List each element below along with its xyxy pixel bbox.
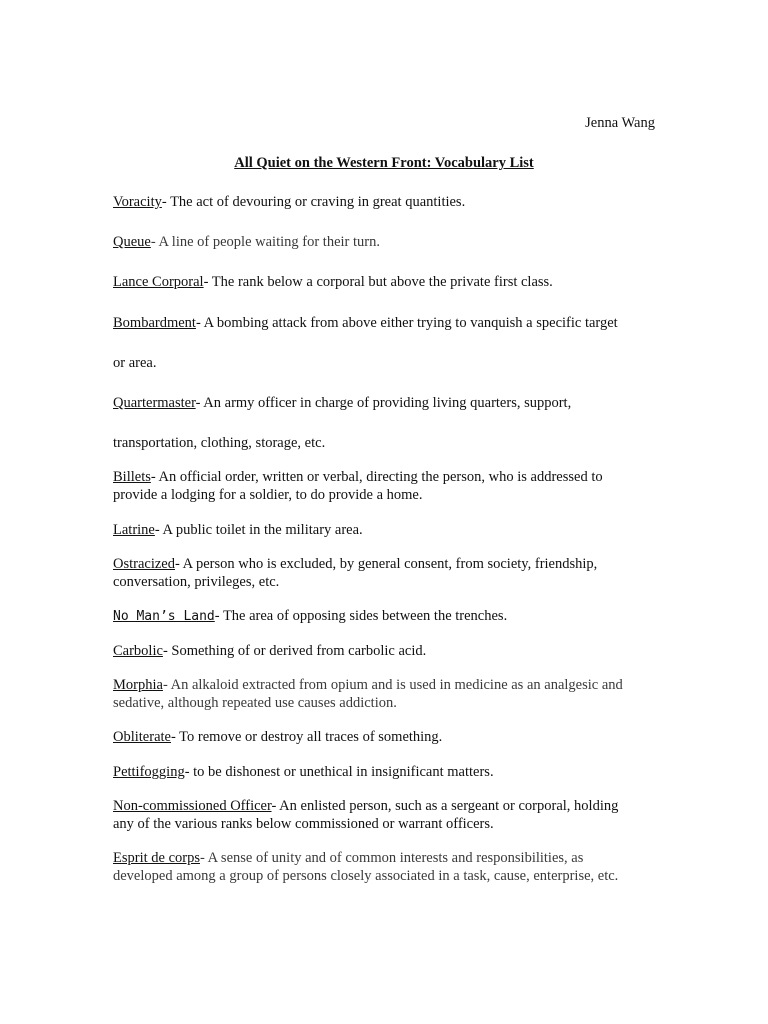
vocab-term: Lance Corporal <box>113 274 204 290</box>
vocab-definition: - The act of devouring or craving in great quantities. <box>161 194 466 210</box>
vocab-definition: - Something of or derived from carbolic acid. <box>162 643 427 659</box>
vocab-definition: - The rank below a corporal but above the private first class. <box>203 274 553 290</box>
vocab-entry-quartermaster <box>113 394 658 452</box>
vocab-entry-pettifogging <box>113 763 658 781</box>
vocab-term: Billets <box>113 469 151 485</box>
vocab-definition-continued: any of the various ranks below commissioned or warrant officers. <box>113 816 494 832</box>
author-name: Jenna Wang <box>585 115 655 131</box>
vocab-entry-voracity <box>113 193 658 211</box>
vocab-definition: - An enlisted person, such as a sergeant or corporal, holding <box>271 798 619 814</box>
vocab-term: Obliterate <box>113 729 171 745</box>
vocab-entry-ostracized <box>113 555 658 591</box>
vocab-definition: - A line of people waiting for their turn. <box>150 234 380 250</box>
vocab-definition: - A sense of unity and of common interests and responsibilities, as <box>199 850 584 866</box>
vocab-entry-esprit-de-corps <box>113 849 673 885</box>
vocab-definition: - A public toilet in the military area. <box>154 522 363 538</box>
vocab-term: Ostracized <box>113 556 175 572</box>
vocab-entry-morphia <box>113 676 658 712</box>
vocab-definition: - A person who is excluded, by general consent, from society, friendship, <box>175 556 598 572</box>
vocab-entry-no-mans-land <box>113 607 658 626</box>
vocab-term: Latrine <box>113 522 155 538</box>
vocab-term: Esprit de corps <box>113 850 200 866</box>
vocab-entry-obliterate <box>113 728 658 746</box>
vocab-term: Carbolic <box>113 643 163 659</box>
vocab-definition: - An army officer in charge of providing living quarters, support, <box>195 395 572 411</box>
vocab-term: No Man’s Land <box>113 609 215 624</box>
vocab-definition: - A bombing attack from above either trying to vanquish a specific target <box>195 315 618 331</box>
vocab-term: Queue <box>113 234 151 250</box>
vocab-term: Voracity <box>113 194 162 210</box>
vocab-entry-carbolic <box>113 642 658 660</box>
vocab-definition-continued: sedative, although repeated use causes addiction. <box>113 695 397 711</box>
vocab-entry-bombardment <box>113 314 658 372</box>
vocab-definition-continued: developed among a group of persons closely associated in a task, cause, enterprise, etc. <box>113 868 619 884</box>
vocab-entry-queue <box>113 233 658 251</box>
vocab-definition-continued: or area. <box>113 355 157 371</box>
vocab-term: Morphia <box>113 677 163 693</box>
vocab-term: Bombardment <box>113 315 196 331</box>
vocab-term: Quartermaster <box>113 395 196 411</box>
vocab-term: Pettifogging <box>113 764 185 780</box>
vocab-definition-continued: conversation, privileges, etc. <box>113 574 280 590</box>
vocab-term: Non-commissioned Officer <box>113 798 272 814</box>
vocab-entry-billets <box>113 468 658 504</box>
vocab-entry-lance-corporal <box>113 273 658 291</box>
vocab-definition-continued: transportation, clothing, storage, etc. <box>113 435 326 451</box>
vocab-definition: - The area of opposing sides between the trenches. <box>214 608 508 624</box>
vocab-definition: - To remove or destroy all traces of something. <box>170 729 443 745</box>
vocab-definition: - An official order, written or verbal, directing the person, who is addressed to <box>150 469 603 485</box>
vocab-entry-non-commissioned-officer <box>113 797 658 833</box>
vocab-definition-continued: provide a lodging for a soldier, to do provide a home. <box>113 487 423 503</box>
vocab-definition: - to be dishonest or unethical in insignificant matters. <box>184 764 494 780</box>
vocab-entry-latrine <box>113 521 658 539</box>
vocab-definition: - An alkaloid extracted from opium and is used in medicine as an analgesic and <box>162 677 623 693</box>
document-title: All Quiet on the Western Front: Vocabulary List <box>234 155 534 171</box>
